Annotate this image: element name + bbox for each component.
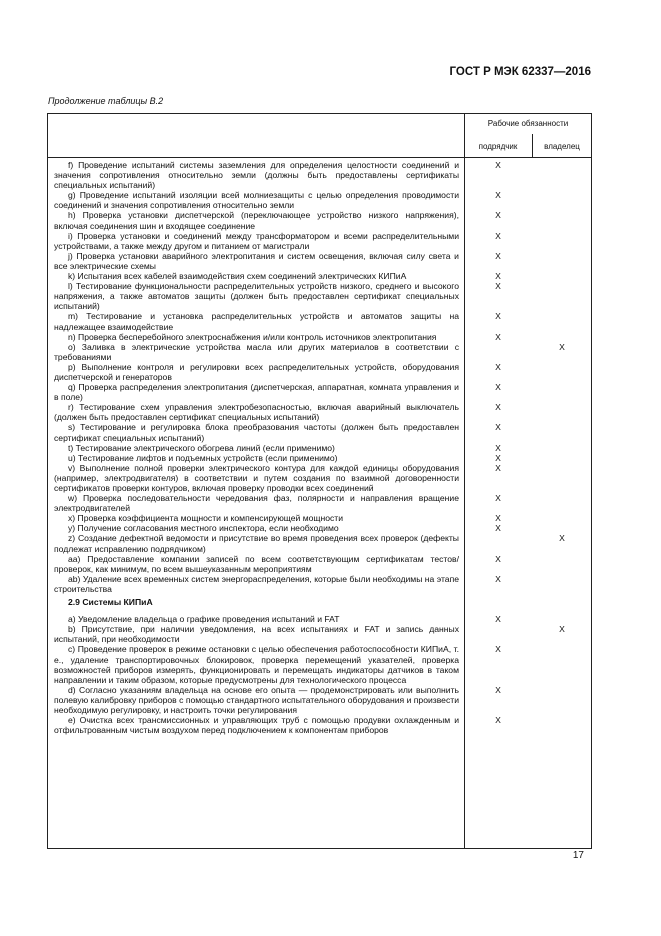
header-contractor: подрядчик [478, 142, 518, 151]
contractor-mark: X [495, 382, 501, 393]
row-text: n) Проверка бесперебойного электроснабжения и/или контроль источников электропитания [68, 331, 437, 342]
table-row [48, 513, 593, 523]
row-text: g) Проведение испытаний изоляции всей молниезащиты с целью определения проводимости соединений и значения сопротивления относительно земли [54, 190, 459, 211]
contractor-mark: X [495, 190, 501, 201]
table-row [48, 271, 593, 281]
row-text: f) Проведение испытаний системы заземления для определения целостности соединений и значения сопротивления относительно земли (должны быть предоставлены сертификаты специальных испытаний) [54, 160, 459, 191]
contractor-mark: X [495, 331, 501, 342]
row-text: d) Согласно указаниям владельца на основе его опыта — продемонстрировать или выполнить полевую калибровку приборов с помощью стандартного испытательного оборудования и произвести необходимую регулировку, и настроить точки регулирования [54, 684, 459, 715]
contractor-mark: X [495, 422, 501, 433]
row-text: v) Выполнение полной проверки электрического контура для каждой единицы оборудования (например, электродвигателя) в соответствии и путем создания по взаимной договоренности сертификатов проверки контуров, включая проверку проводки всех соединений [54, 462, 459, 493]
contractor-mark: X [495, 160, 501, 170]
contractor-mark: X [495, 715, 501, 726]
contractor-mark: X [495, 442, 501, 453]
table-row [48, 554, 593, 574]
contractor-mark: X [495, 250, 501, 261]
contractor-mark: X [495, 402, 501, 413]
row-text: x) Проверка коэффициента мощности и компенсирующей мощности [68, 513, 344, 524]
table-row [48, 443, 593, 453]
row-text: w) Проверка последовательности чередования фаз, полярности и направления вращение электродвигателей [54, 493, 459, 514]
row-text: a) Уведомление владельца о графике проведения испытаний и FAT [68, 614, 340, 625]
contractor-mark: X [495, 230, 501, 241]
row-text: c) Проведение проверок в режиме остановки с целью обеспечения работоспособности КИПиА, т. е., удаление транспортировочных блокировок, проверка перемещений указателей, проверка возможностей приборов измерять, функционировать и перемещать индикаторы датчиков в таком направлении и таким образом, которые предусмотрены для технологического процесса [54, 644, 459, 685]
table-row [48, 715, 593, 735]
table-row [48, 160, 593, 190]
table-row [48, 281, 593, 311]
contractor-mark: X [495, 614, 501, 625]
owner-mark: X [559, 533, 565, 544]
table-row [48, 453, 593, 463]
table-row [48, 624, 593, 644]
row-text: b) Присутствие, при наличии уведомления, на всех испытаниях и FAT и запись данных испытаний, при необходимости [54, 624, 459, 645]
owner-mark: X [559, 624, 565, 635]
table-row [48, 190, 593, 210]
row-text: p) Выполнение контроля и регулировки всех распределительных устройств, оборудования диспетчерской и генераторов [54, 361, 459, 382]
row-text: y) Получение согласования местного инспектора, если необходимо [68, 523, 339, 534]
table-row [48, 463, 593, 493]
table-row [48, 362, 593, 382]
table-row [48, 332, 593, 342]
contractor-mark: X [495, 493, 501, 504]
row-text: aa) Предоставление компании записей по всем соответствующим сертификатам тестов/проверок, как минимум, по всем вышеуказанным мероприятиям [54, 553, 459, 574]
row-text: h) Проверка установки диспетчерской (переключающее устройство низкого напряжения), включая соединения шин и входящее соединение [54, 210, 459, 231]
table-caption: Продолжение таблицы В.2 [48, 96, 164, 106]
contractor-mark: X [495, 553, 501, 564]
table-row [48, 402, 593, 422]
contractor-mark: X [495, 513, 501, 524]
row-text: j) Проверка установки аварийного электропитания и систем освещения, включая силу света и все электрические схемы [54, 250, 459, 271]
standard-designation: ГОСТ Р МЭК 62337—2016 [449, 66, 591, 78]
duties-table [47, 113, 592, 849]
owner-mark: X [559, 341, 565, 352]
row-text: l) Тестирование функциональности распределительных устройств низкого, среднего и высокого напряжения, а также автоматов защиты (должен быть предоставлен сертификат специальных испытаний) [54, 281, 459, 312]
row-text: u) Тестирование лифтов и подъемных устройств (если применимо) [68, 452, 338, 463]
row-text: t) Тестирование электрического обогрева линий (если применимо) [68, 442, 335, 453]
table-row [48, 210, 593, 230]
table-row [48, 251, 593, 271]
row-text: o) Заливка в электрические устройства масла или других материалов в соответствии с требованиями [54, 341, 459, 362]
contractor-mark: X [495, 311, 501, 322]
header-owner: владелец [544, 142, 580, 151]
page-number: 17 [572, 850, 584, 861]
table-row [48, 422, 593, 442]
row-text: z) Создание дефектной ведомости и присутствие во время проведения всех проверок (дефекты подлежат исправлению подрядчиком) [54, 533, 459, 554]
table-row [48, 533, 593, 553]
contractor-mark: X [495, 523, 501, 534]
contractor-mark: X [495, 684, 501, 695]
table-body [48, 160, 591, 735]
table-row [48, 523, 593, 533]
row-text: m) Тестирование и установка распределительных устройств и автоматов защиты на надлежащее взаимодействие [54, 311, 459, 332]
table-row [48, 685, 593, 715]
table-row [48, 382, 593, 402]
table-row [48, 231, 593, 251]
row-text: e) Очистка всех трансмиссионных и управляющих труб с помощью продувки охлажденным и отфильтрованным чистым воздухом перед подключением к компонентам приборов [54, 715, 459, 736]
row-text: k) Испытания всех кабелей взаимодействия схем соединений электрических КИПиА [68, 271, 407, 282]
section-heading: 2.9 Системы КИПиА [68, 597, 153, 608]
contractor-mark: X [495, 644, 501, 655]
contractor-mark: X [495, 210, 501, 221]
table-row [48, 644, 593, 684]
table-row [48, 342, 593, 362]
contractor-mark: X [495, 573, 501, 584]
row-text: s) Тестирование и регулировка блока преобразования частоты (должен быть предоставлен сертификат специальных испытаний) [54, 422, 459, 443]
table-row [48, 614, 593, 624]
row-text: r) Тестирование схем управления электробезопасностью, включая аварийный выключатель (должен быть предоставлен сертификат специальных испытаний) [54, 402, 459, 423]
section-heading-row [48, 597, 593, 607]
table-row [48, 311, 593, 331]
contractor-mark: X [495, 271, 501, 282]
contractor-mark: X [495, 281, 501, 292]
contractor-mark: X [495, 462, 501, 473]
row-text: q) Проверка распределения электропитания (диспетчерская, аппаратная, комната управления и в поле) [54, 382, 459, 403]
header-duties: Рабочие обязанности [487, 119, 569, 128]
row-text: ab) Удаление всех временных систем энергораспределения, которые были необходимы на этапе строительства [54, 573, 459, 594]
row-text: i) Проверка установки и соединений между трансформатором и всеми распределительными устройствами, а также между другом и питанием от магистрали [54, 230, 459, 251]
header-divider [48, 157, 591, 158]
table-row [48, 574, 593, 594]
table-row [48, 493, 593, 513]
contractor-mark: X [495, 361, 501, 372]
contractor-mark: X [495, 452, 501, 463]
